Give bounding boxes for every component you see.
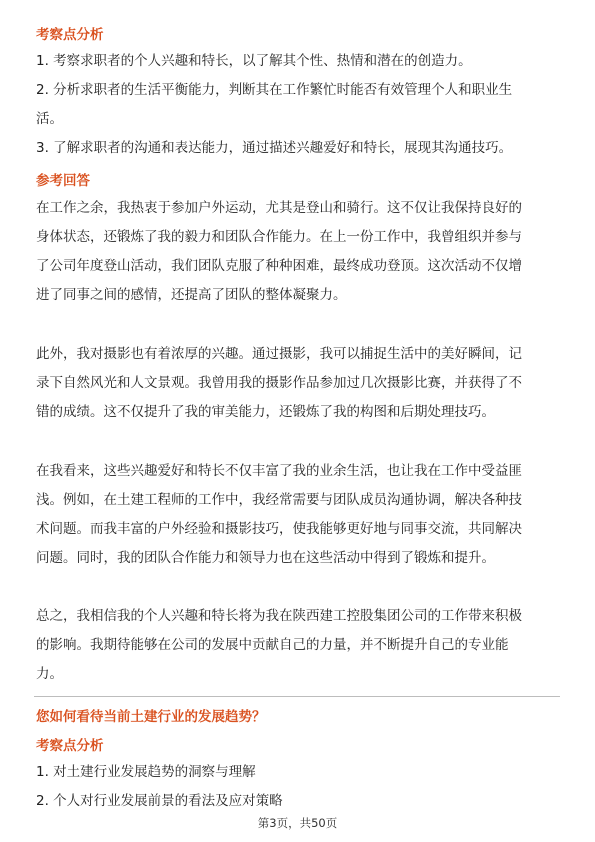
answer-para3-line: 浅。例如，在土建工程师的工作中，我经常需要与团队成员沟通协调，解决各种技: [36, 492, 522, 508]
answer-para4-line: 总之，我相信我的个人兴趣和特长将为我在陕西建工控股集团公司的工作带来积极: [36, 608, 522, 624]
analysis-2-point-1: 1. 对土建行业发展趋势的洞察与理解: [36, 764, 256, 780]
answer-para2-line: 错的成绩。这不仅提升了我的审美能力，还锻炼了我的构图和后期处理技巧。: [36, 404, 495, 420]
answer-para1-line: 身体状态，还锻炼了我的毅力和团队合作能力。在上一份工作中，我曾组织并参与: [36, 229, 522, 245]
answer-para3-line: 问题。同时，我的团队合作能力和领导力也在这些活动中得到了锻炼和提升。: [36, 550, 495, 566]
answer-para4-line: 的影响。我期待能够在公司的发展中贡献自己的力量，并不断提升自己的专业能: [36, 637, 509, 653]
analysis-point-3: 3. 了解求职者的沟通和表达能力，通过描述兴趣爱好和特长，展现其沟通技巧。: [36, 140, 513, 156]
analysis-point-1: 1. 考察求职者的个人兴趣和特长，以了解其个性、热情和潜在的创造力。: [36, 53, 472, 69]
answer-para3-line: 术问题。而我丰富的户外经验和摄影技巧，使我能够更好地与同事交流，共同解决: [36, 521, 522, 537]
answer-para4-line: 力。: [36, 666, 63, 682]
answer-para3-line: 在我看来，这些兴趣爱好和特长不仅丰富了我的业余生活，也让我在工作中受益匪: [36, 463, 522, 479]
analysis-point-2: 2. 分析求职者的生活平衡能力，判断其在工作繁忙时能否有效管理个人和职业生: [36, 82, 513, 98]
answer-para1-line: 了公司年度登山活动，我们团队克服了种种困难，最终成功登顶。这次活动不仅增: [36, 258, 522, 274]
analysis-heading: 考察点分析: [36, 27, 104, 43]
analysis-2-point-2: 2. 个人对行业发展前景的看法及应对策略: [36, 793, 283, 809]
question-title: 您如何看待当前土建行业的发展趋势？: [36, 709, 266, 725]
analysis-heading-2: 考察点分析: [36, 738, 104, 754]
answer-heading: 参考回答: [36, 173, 90, 189]
analysis-point-2-cont: 活。: [36, 111, 63, 127]
section-divider: [34, 696, 560, 697]
page-number: 第3页，共50页: [257, 816, 338, 830]
answer-para1-line: 进了同事之间的感情，还提高了团队的整体凝聚力。: [36, 287, 347, 303]
answer-para2-line: 此外，我对摄影也有着浓厚的兴趣。通过摄影，我可以捕捉生活中的美好瞬间，记: [36, 346, 522, 362]
answer-para2-line: 录下自然风光和人文景观。我曾用我的摄影作品参加过几次摄影比赛，并获得了不: [36, 375, 522, 391]
answer-para1-line: 在工作之余，我热衷于参加户外运动，尤其是登山和骑行。这不仅让我保持良好的: [36, 200, 522, 216]
